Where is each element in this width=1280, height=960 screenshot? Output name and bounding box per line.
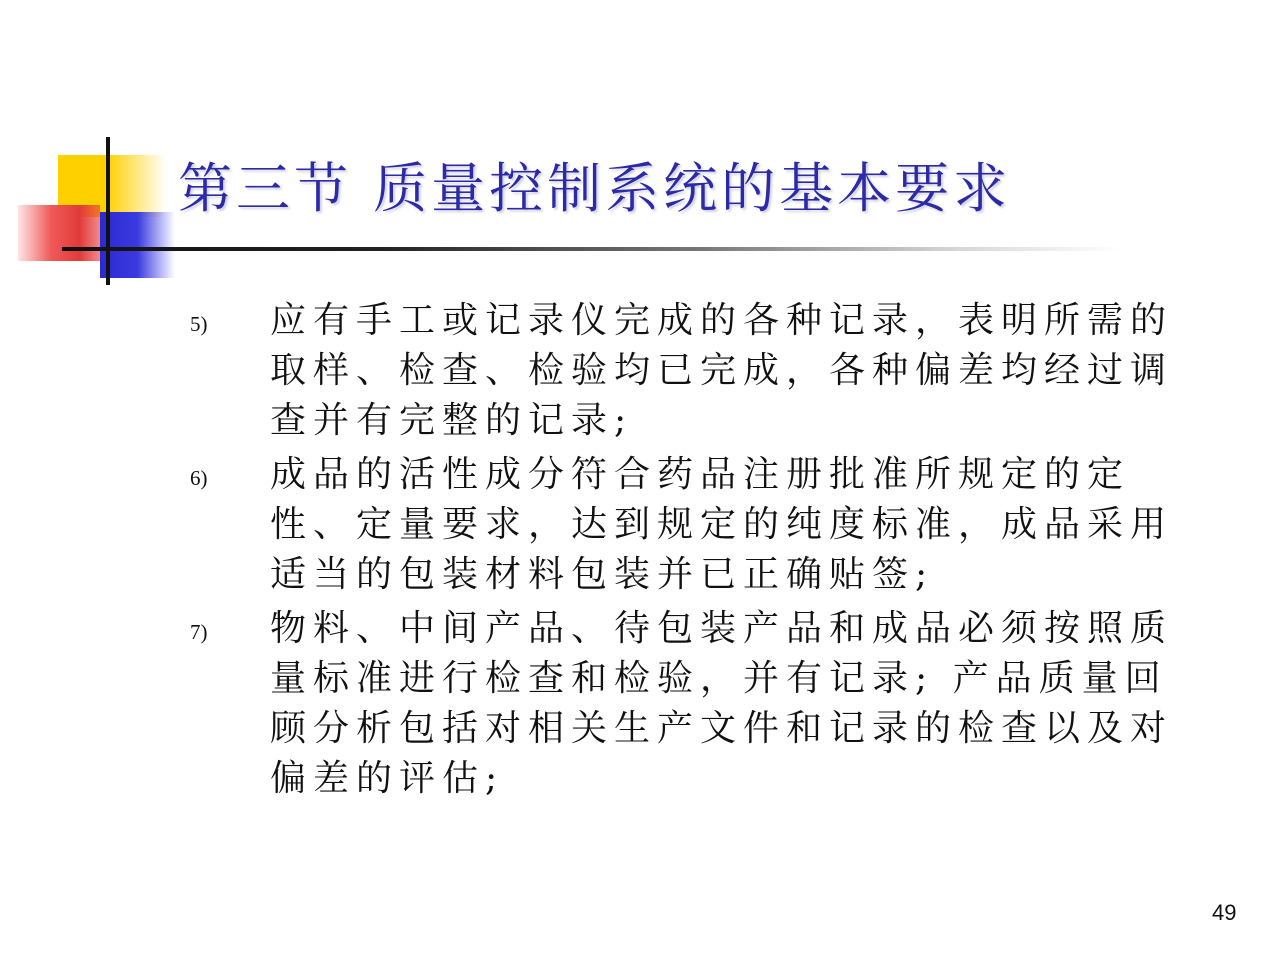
list-item [190, 450, 1230, 600]
item-number: 6) [190, 466, 208, 490]
item-text: 应有手工或记录仪完成的各种记录，表明所需的取样、检查、检验均已完成，各种偏差均经过调查并有完整的记录; [270, 300, 1174, 441]
item-list [190, 296, 1230, 808]
item-number: 5) [190, 312, 208, 336]
list-item [190, 296, 1230, 446]
slide-title: 第三节 质量控制系统的基本要求 [178, 157, 1012, 220]
page-number: 49 [1212, 900, 1237, 925]
logo-red-square [18, 205, 100, 261]
item-number: 7) [190, 620, 208, 644]
item-text: 物料、中间产品、待包装产品和成品必须按照质量标准进行检查和检验，并有记录; 产品质量回顾分析包括对相关生产文件和记录的检查以及对偏差的评估; [270, 608, 1174, 799]
logo-vertical-line [106, 137, 110, 285]
item-text: 成品的活性成分符合药品注册批准所规定的定性、定量要求，达到规定的纯度标准，成品采用适当的包装材料包装并已正确贴签; [270, 454, 1174, 595]
logo-blue-square [100, 212, 175, 278]
list-item [190, 604, 1230, 804]
title-underline [62, 247, 1122, 251]
